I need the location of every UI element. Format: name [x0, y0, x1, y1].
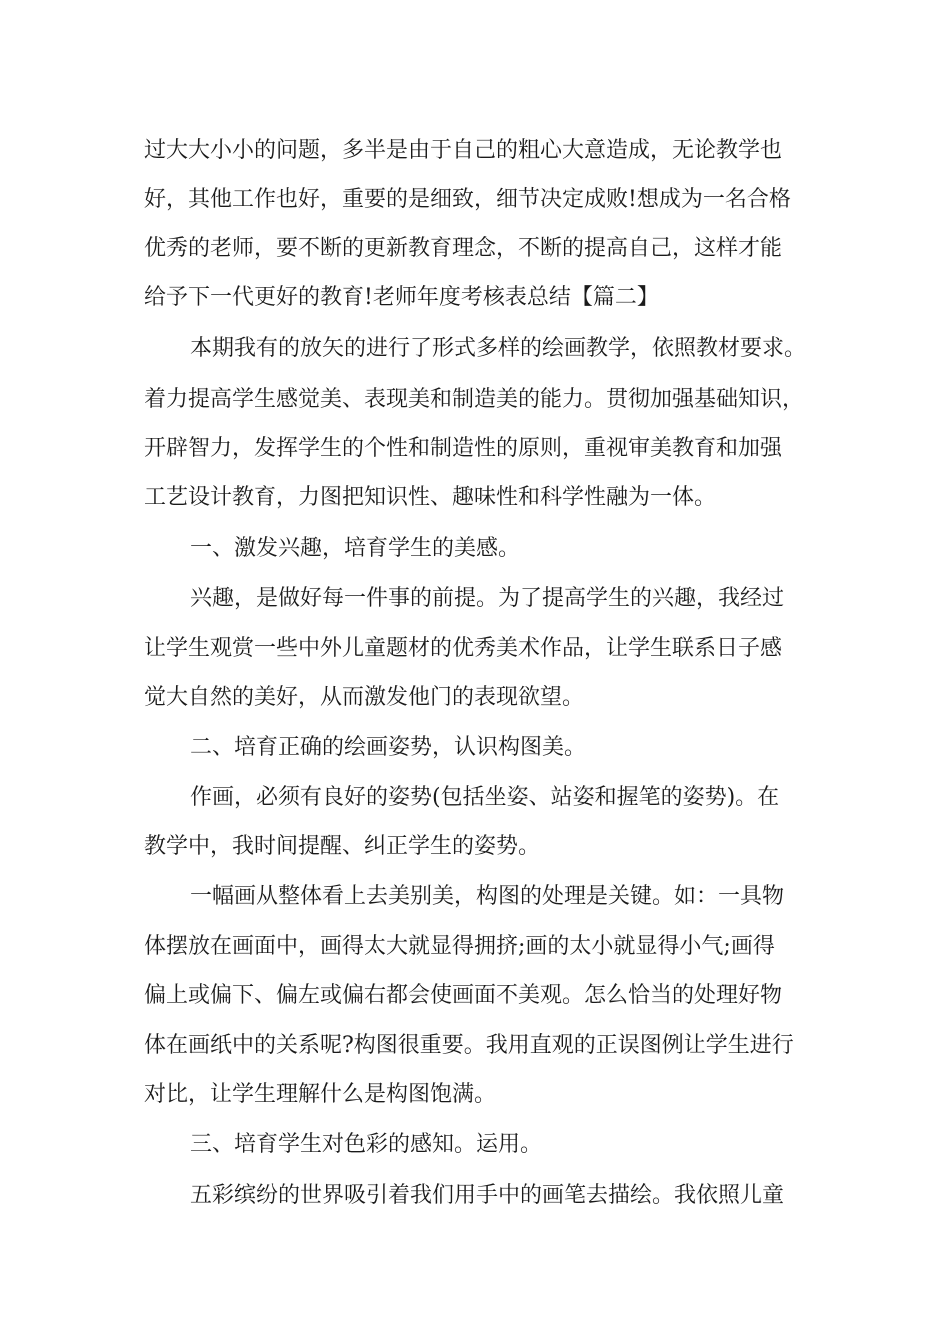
section-heading: 二、培育正确的绘画姿势，认识构图美。	[190, 735, 587, 760]
text-line: 好，其他工作也好，重要的是细致，细节决定成败!想成为一名合格	[144, 187, 791, 212]
section-heading: 一、激发兴趣，培育学生的美感。	[190, 536, 521, 561]
text-line: 着力提高学生感觉美、表现美和制造美的能力。贯彻加强基础知识，	[144, 387, 805, 412]
text-line: 五彩缤纷的世界吸引着我们用手中的画笔去描绘。我依照儿童	[190, 1183, 785, 1208]
text-line: 对比，让学生理解什么是构图饱满。	[144, 1082, 497, 1107]
section-heading: 三、培育学生对色彩的感知。运用。	[190, 1132, 543, 1157]
text-line: 体在画纸中的关系呢?构图很重要。我用直观的正误图例让学生进行	[144, 1033, 794, 1058]
text-line: 过大大小小的问题，多半是由于自己的粗心大意造成，无论教学也	[144, 138, 783, 163]
text-line: 作画，必须有良好的姿势(包括坐姿、站姿和握笔的姿势)。在	[190, 785, 780, 810]
text-line: 一幅画从整体看上去美别美，构图的处理是关键。如：一具物	[190, 884, 785, 909]
text-line: 给予下一代更好的教育!老师年度考核表总结【篇二】	[144, 285, 659, 310]
text-line: 工艺设计教育，力图把知识性、趣味性和科学性融为一体。	[144, 485, 717, 510]
text-line: 偏上或偏下、偏左或偏右都会使画面不美观。怎么恰当的处理好物	[144, 983, 783, 1008]
text-line: 体摆放在画面中，画得太大就显得拥挤;画的太小就显得小气;画得	[144, 934, 775, 959]
text-line: 本期我有的放矢的进行了形式多样的绘画教学，依照教材要求。	[190, 336, 807, 361]
text-line: 让学生观赏一些中外儿童题材的优秀美术作品，让学生联系日子感	[144, 636, 783, 661]
text-line: 优秀的老师，要不断的更新教育理念，不断的提高自己，这样才能	[144, 236, 783, 261]
text-line: 教学中，我时间提醒、纠正学生的姿势。	[144, 834, 541, 859]
text-line: 觉大自然的美好，从而激发他门的表现欲望。	[144, 685, 585, 710]
text-line: 兴趣，是做好每一件事的前提。为了提高学生的兴趣，我经过	[190, 586, 785, 611]
text-line: 开辟智力，发挥学生的个性和制造性的原则，重视审美教育和加强	[144, 436, 783, 461]
